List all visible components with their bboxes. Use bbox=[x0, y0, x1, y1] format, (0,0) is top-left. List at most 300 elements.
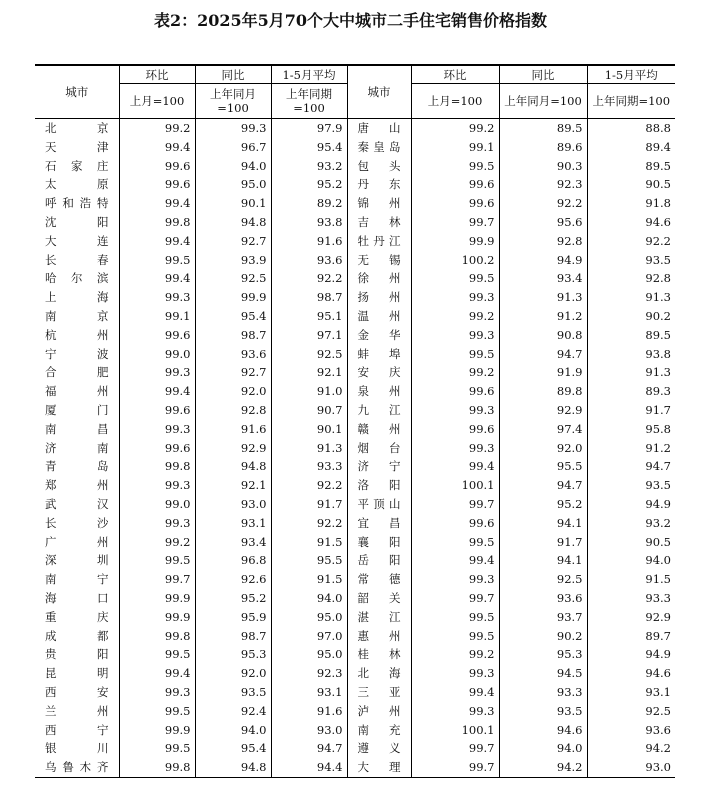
table-row bbox=[35, 664, 675, 683]
city-name: 宁波 bbox=[45, 346, 109, 361]
city-name: 乌鲁木齐 bbox=[45, 760, 109, 775]
city-name: 杭州 bbox=[45, 327, 109, 342]
city-cell-right bbox=[347, 439, 411, 458]
yoy-cell-right: 89.8 bbox=[499, 382, 587, 401]
mom-cell-left: 99.0 bbox=[119, 495, 195, 514]
avg-cell-right: 94.7 bbox=[587, 457, 675, 476]
city-name: 合肥 bbox=[45, 365, 109, 380]
avg-cell-left: 95.0 bbox=[271, 608, 347, 627]
yoy-cell-left: 94.8 bbox=[195, 457, 271, 476]
city-cell-right bbox=[347, 345, 411, 364]
city-cell-left bbox=[35, 251, 119, 270]
yoy-cell-left: 95.3 bbox=[195, 645, 271, 664]
city-cell-left bbox=[35, 269, 119, 288]
mom-cell-left: 99.6 bbox=[119, 175, 195, 194]
mom-cell-right: 99.3 bbox=[411, 439, 499, 458]
city-name: 济宁 bbox=[357, 459, 401, 474]
city-cell-right bbox=[347, 420, 411, 439]
mom-cell-right: 99.3 bbox=[411, 326, 499, 345]
city-name: 丹东 bbox=[357, 177, 401, 192]
city-cell-left bbox=[35, 589, 119, 608]
avg-cell-left: 93.1 bbox=[271, 683, 347, 702]
city-cell-left bbox=[35, 608, 119, 627]
table-row bbox=[35, 739, 675, 758]
city-name: 沈阳 bbox=[45, 214, 109, 229]
yoy-cell-left: 93.4 bbox=[195, 533, 271, 552]
city-cell-left bbox=[35, 758, 119, 777]
yoy-cell-left: 95.9 bbox=[195, 608, 271, 627]
table-row bbox=[35, 269, 675, 288]
mom-cell-left: 99.5 bbox=[119, 551, 195, 570]
city-name: 兰州 bbox=[45, 703, 109, 718]
city-name: 桂林 bbox=[357, 647, 401, 662]
city-name: 西安 bbox=[45, 684, 109, 699]
city-name: 常德 bbox=[357, 572, 401, 587]
avg-cell-right: 93.6 bbox=[587, 721, 675, 740]
mom-cell-left: 99.6 bbox=[119, 439, 195, 458]
avg-cell-left: 91.0 bbox=[271, 382, 347, 401]
city-name: 烟台 bbox=[357, 440, 401, 455]
city-name: 石家庄 bbox=[45, 158, 109, 173]
yoy-cell-left: 92.0 bbox=[195, 382, 271, 401]
city-cell-right bbox=[347, 382, 411, 401]
city-name: 唐山 bbox=[357, 121, 401, 135]
yoy-cell-left: 93.6 bbox=[195, 345, 271, 364]
city-name: 南宁 bbox=[45, 572, 109, 587]
city-name: 平顶山 bbox=[357, 496, 401, 511]
city-cell-left bbox=[35, 664, 119, 683]
yoy-cell-left: 92.7 bbox=[195, 232, 271, 251]
city-cell-right bbox=[347, 533, 411, 552]
city-cell-left bbox=[35, 702, 119, 721]
table-row bbox=[35, 401, 675, 420]
city-cell-right bbox=[347, 721, 411, 740]
city-name: 洛阳 bbox=[357, 478, 401, 493]
yoy-cell-left: 92.5 bbox=[195, 269, 271, 288]
yoy-cell-left: 95.4 bbox=[195, 739, 271, 758]
yoy-cell-right: 93.5 bbox=[499, 702, 587, 721]
city-name: 厦门 bbox=[45, 402, 109, 417]
mom-cell-right: 99.7 bbox=[411, 758, 499, 777]
avg-cell-left: 97.9 bbox=[271, 119, 347, 138]
header-yoy-sub-left: 上年同月=100 bbox=[195, 84, 271, 119]
city-cell-right bbox=[347, 269, 411, 288]
yoy-cell-left: 92.7 bbox=[195, 363, 271, 382]
city-name: 宜昌 bbox=[357, 515, 401, 530]
avg-cell-right: 93.1 bbox=[587, 683, 675, 702]
table-row bbox=[35, 138, 675, 157]
table-row bbox=[35, 533, 675, 552]
city-cell-right bbox=[347, 476, 411, 495]
avg-cell-left: 91.6 bbox=[271, 702, 347, 721]
city-name: 大理 bbox=[357, 760, 401, 775]
mom-cell-left: 99.6 bbox=[119, 326, 195, 345]
city-cell-left bbox=[35, 194, 119, 213]
yoy-cell-right: 94.2 bbox=[499, 758, 587, 777]
city-cell-left bbox=[35, 439, 119, 458]
table-row bbox=[35, 382, 675, 401]
city-name: 吉林 bbox=[357, 214, 401, 229]
yoy-cell-left: 92.0 bbox=[195, 664, 271, 683]
mom-cell-right: 99.2 bbox=[411, 307, 499, 326]
mom-cell-right: 99.5 bbox=[411, 627, 499, 646]
city-name: 扬州 bbox=[357, 290, 401, 305]
city-name: 西宁 bbox=[45, 722, 109, 737]
yoy-cell-left: 95.4 bbox=[195, 307, 271, 326]
yoy-cell-left: 94.8 bbox=[195, 758, 271, 777]
avg-cell-left: 92.1 bbox=[271, 363, 347, 382]
avg-cell-left: 94.4 bbox=[271, 758, 347, 777]
city-cell-left bbox=[35, 138, 119, 157]
city-cell-right bbox=[347, 138, 411, 157]
city-name: 三亚 bbox=[357, 684, 401, 699]
yoy-cell-left: 94.0 bbox=[195, 721, 271, 740]
avg-cell-right: 89.5 bbox=[587, 157, 675, 176]
header-yoy-sub-right: 上年同月=100 bbox=[499, 84, 587, 119]
mom-cell-left: 99.3 bbox=[119, 363, 195, 382]
yoy-cell-right: 95.6 bbox=[499, 213, 587, 232]
avg-cell-left: 92.3 bbox=[271, 664, 347, 683]
avg-cell-right: 93.2 bbox=[587, 514, 675, 533]
yoy-cell-right: 90.3 bbox=[499, 157, 587, 176]
city-name: 贵阳 bbox=[45, 647, 109, 662]
city-cell-left bbox=[35, 570, 119, 589]
city-cell-right bbox=[347, 363, 411, 382]
city-name: 银川 bbox=[45, 741, 109, 756]
city-cell-left bbox=[35, 551, 119, 570]
table-row bbox=[35, 420, 675, 439]
avg-cell-right: 89.3 bbox=[587, 382, 675, 401]
mom-cell-left: 99.4 bbox=[119, 382, 195, 401]
table-body bbox=[35, 119, 675, 778]
city-name: 九江 bbox=[357, 402, 401, 417]
mom-cell-right: 99.3 bbox=[411, 702, 499, 721]
avg-cell-right: 92.8 bbox=[587, 269, 675, 288]
header-avg-sub-left: 上年同期=100 bbox=[271, 84, 347, 119]
yoy-cell-right: 90.8 bbox=[499, 326, 587, 345]
avg-cell-right: 93.8 bbox=[587, 345, 675, 364]
city-cell-right bbox=[347, 194, 411, 213]
yoy-cell-right: 94.1 bbox=[499, 514, 587, 533]
city-name: 太原 bbox=[45, 177, 109, 192]
mom-cell-left: 99.3 bbox=[119, 476, 195, 495]
mom-cell-left: 99.3 bbox=[119, 420, 195, 439]
city-cell-left bbox=[35, 401, 119, 420]
table-row bbox=[35, 758, 675, 777]
city-name: 秦皇岛 bbox=[357, 139, 401, 154]
city-name: 南充 bbox=[357, 722, 401, 737]
table-row bbox=[35, 288, 675, 307]
yoy-cell-right: 91.2 bbox=[499, 307, 587, 326]
yoy-cell-left: 96.8 bbox=[195, 551, 271, 570]
city-name: 北海 bbox=[357, 666, 401, 681]
city-name: 惠州 bbox=[357, 628, 401, 643]
table-row bbox=[35, 570, 675, 589]
yoy-cell-left: 94.0 bbox=[195, 157, 271, 176]
table-row bbox=[35, 194, 675, 213]
city-name: 深圳 bbox=[45, 553, 109, 568]
table-row bbox=[35, 157, 675, 176]
city-name: 北京 bbox=[45, 121, 109, 135]
city-cell-left bbox=[35, 739, 119, 758]
yoy-cell-left: 93.5 bbox=[195, 683, 271, 702]
yoy-cell-left: 92.4 bbox=[195, 702, 271, 721]
header-avg-sub-right: 上年同期=100 bbox=[587, 84, 675, 119]
mom-cell-right: 99.4 bbox=[411, 457, 499, 476]
yoy-cell-right: 94.7 bbox=[499, 476, 587, 495]
city-name: 湛江 bbox=[357, 609, 401, 624]
avg-cell-left: 95.2 bbox=[271, 175, 347, 194]
header-yoy-right: 同比 bbox=[499, 65, 587, 84]
price-index-table bbox=[35, 64, 675, 778]
yoy-cell-left: 99.9 bbox=[195, 288, 271, 307]
city-cell-right bbox=[347, 739, 411, 758]
yoy-cell-right: 92.2 bbox=[499, 194, 587, 213]
table-row bbox=[35, 589, 675, 608]
mom-cell-left: 99.4 bbox=[119, 138, 195, 157]
avg-cell-left: 94.0 bbox=[271, 589, 347, 608]
table-row bbox=[35, 683, 675, 702]
city-cell-left bbox=[35, 345, 119, 364]
mom-cell-right: 99.3 bbox=[411, 401, 499, 420]
city-name: 岳阳 bbox=[357, 553, 401, 568]
city-cell-left bbox=[35, 157, 119, 176]
mom-cell-left: 99.7 bbox=[119, 570, 195, 589]
yoy-cell-right: 94.1 bbox=[499, 551, 587, 570]
avg-cell-right: 89.7 bbox=[587, 627, 675, 646]
yoy-cell-right: 90.2 bbox=[499, 627, 587, 646]
mom-cell-right: 99.5 bbox=[411, 608, 499, 627]
city-name: 济南 bbox=[45, 440, 109, 455]
table-row bbox=[35, 119, 675, 138]
mom-cell-left: 99.9 bbox=[119, 589, 195, 608]
yoy-cell-left: 92.1 bbox=[195, 476, 271, 495]
yoy-cell-right: 92.0 bbox=[499, 439, 587, 458]
mom-cell-left: 99.2 bbox=[119, 533, 195, 552]
yoy-cell-left: 94.8 bbox=[195, 213, 271, 232]
avg-cell-left: 95.0 bbox=[271, 645, 347, 664]
avg-cell-right: 90.5 bbox=[587, 175, 675, 194]
city-cell-right bbox=[347, 664, 411, 683]
mom-cell-right: 99.4 bbox=[411, 551, 499, 570]
mom-cell-right: 99.7 bbox=[411, 739, 499, 758]
yoy-cell-right: 91.3 bbox=[499, 288, 587, 307]
header-city-left: 城市 bbox=[35, 65, 119, 119]
city-cell-right bbox=[347, 589, 411, 608]
yoy-cell-left: 93.9 bbox=[195, 251, 271, 270]
yoy-cell-left: 93.1 bbox=[195, 514, 271, 533]
yoy-cell-right: 94.5 bbox=[499, 664, 587, 683]
page-title: 表2：2025年5月70个大中城市二手住宅销售价格指数 bbox=[153, 11, 548, 30]
table-row bbox=[35, 307, 675, 326]
mom-cell-right: 99.6 bbox=[411, 382, 499, 401]
mom-cell-left: 99.5 bbox=[119, 251, 195, 270]
mom-cell-right: 99.2 bbox=[411, 363, 499, 382]
mom-cell-left: 99.5 bbox=[119, 702, 195, 721]
city-cell-right bbox=[347, 702, 411, 721]
table-row bbox=[35, 457, 675, 476]
avg-cell-right: 92.2 bbox=[587, 232, 675, 251]
city-cell-right bbox=[347, 401, 411, 420]
city-cell-right bbox=[347, 551, 411, 570]
mom-cell-right: 99.2 bbox=[411, 119, 499, 138]
mom-cell-right: 99.5 bbox=[411, 345, 499, 364]
city-cell-left bbox=[35, 119, 119, 138]
city-cell-left bbox=[35, 363, 119, 382]
avg-cell-left: 93.2 bbox=[271, 157, 347, 176]
mom-cell-right: 99.6 bbox=[411, 514, 499, 533]
yoy-cell-left: 92.9 bbox=[195, 439, 271, 458]
city-name: 泸州 bbox=[357, 703, 401, 718]
city-cell-left bbox=[35, 232, 119, 251]
city-cell-left bbox=[35, 627, 119, 646]
header-yoy-left: 同比 bbox=[195, 65, 271, 84]
yoy-cell-right: 92.9 bbox=[499, 401, 587, 420]
avg-cell-left: 91.7 bbox=[271, 495, 347, 514]
city-name: 安庆 bbox=[357, 365, 401, 380]
avg-cell-left: 92.2 bbox=[271, 476, 347, 495]
mom-cell-right: 99.3 bbox=[411, 288, 499, 307]
yoy-cell-left: 98.7 bbox=[195, 326, 271, 345]
mom-cell-left: 99.1 bbox=[119, 307, 195, 326]
yoy-cell-left: 91.6 bbox=[195, 420, 271, 439]
mom-cell-left: 99.8 bbox=[119, 457, 195, 476]
yoy-cell-right: 93.6 bbox=[499, 589, 587, 608]
avg-cell-right: 94.2 bbox=[587, 739, 675, 758]
table-row bbox=[35, 232, 675, 251]
city-cell-left bbox=[35, 683, 119, 702]
city-name: 韶关 bbox=[357, 590, 401, 605]
city-name: 海口 bbox=[45, 590, 109, 605]
mom-cell-left: 99.8 bbox=[119, 758, 195, 777]
mom-cell-left: 99.0 bbox=[119, 345, 195, 364]
avg-cell-right: 91.8 bbox=[587, 194, 675, 213]
avg-cell-right: 93.5 bbox=[587, 251, 675, 270]
mom-cell-left: 99.6 bbox=[119, 401, 195, 420]
city-cell-left bbox=[35, 495, 119, 514]
yoy-cell-right: 94.9 bbox=[499, 251, 587, 270]
city-name: 上海 bbox=[45, 290, 109, 305]
avg-cell-left: 89.2 bbox=[271, 194, 347, 213]
avg-cell-right: 89.5 bbox=[587, 326, 675, 345]
city-name: 大连 bbox=[45, 233, 109, 248]
header-city-right: 城市 bbox=[347, 65, 411, 119]
avg-cell-right: 92.9 bbox=[587, 608, 675, 627]
avg-cell-right: 94.6 bbox=[587, 213, 675, 232]
avg-cell-right: 91.3 bbox=[587, 363, 675, 382]
yoy-cell-right: 91.7 bbox=[499, 533, 587, 552]
mom-cell-left: 99.9 bbox=[119, 721, 195, 740]
mom-cell-left: 99.9 bbox=[119, 608, 195, 627]
city-cell-left bbox=[35, 420, 119, 439]
avg-cell-left: 90.1 bbox=[271, 420, 347, 439]
city-name: 蚌埠 bbox=[357, 346, 401, 361]
mom-cell-right: 99.5 bbox=[411, 157, 499, 176]
avg-cell-right: 91.2 bbox=[587, 439, 675, 458]
avg-cell-right: 93.0 bbox=[587, 758, 675, 777]
city-name: 福州 bbox=[45, 384, 109, 399]
table-row bbox=[35, 439, 675, 458]
city-cell-right bbox=[347, 213, 411, 232]
city-name: 哈尔滨 bbox=[45, 271, 109, 286]
table-row bbox=[35, 175, 675, 194]
yoy-cell-right: 89.5 bbox=[499, 119, 587, 138]
city-cell-right bbox=[347, 326, 411, 345]
city-name: 昆明 bbox=[45, 666, 109, 681]
yoy-cell-right: 93.3 bbox=[499, 683, 587, 702]
header-avg-left: 1-5月平均 bbox=[271, 65, 347, 84]
mom-cell-right: 99.6 bbox=[411, 420, 499, 439]
city-cell-right bbox=[347, 683, 411, 702]
avg-cell-left: 95.1 bbox=[271, 307, 347, 326]
city-name: 南昌 bbox=[45, 421, 109, 436]
yoy-cell-right: 91.9 bbox=[499, 363, 587, 382]
header-mom-sub-right: 上月=100 bbox=[411, 84, 499, 119]
city-name: 广州 bbox=[45, 534, 109, 549]
header-mom-sub-left: 上月=100 bbox=[119, 84, 195, 119]
mom-cell-left: 99.4 bbox=[119, 194, 195, 213]
mom-cell-right: 99.9 bbox=[411, 232, 499, 251]
city-cell-left bbox=[35, 213, 119, 232]
mom-cell-left: 99.3 bbox=[119, 288, 195, 307]
table-header bbox=[35, 65, 675, 119]
mom-cell-right: 99.2 bbox=[411, 645, 499, 664]
table-row bbox=[35, 345, 675, 364]
city-cell-right bbox=[347, 307, 411, 326]
table-row bbox=[35, 363, 675, 382]
table-row bbox=[35, 213, 675, 232]
mom-cell-right: 100.2 bbox=[411, 251, 499, 270]
mom-cell-left: 99.4 bbox=[119, 664, 195, 683]
mom-cell-left: 99.3 bbox=[119, 514, 195, 533]
city-cell-right bbox=[347, 457, 411, 476]
city-name: 长沙 bbox=[45, 515, 109, 530]
mom-cell-right: 99.5 bbox=[411, 533, 499, 552]
mom-cell-left: 99.5 bbox=[119, 645, 195, 664]
city-cell-left bbox=[35, 382, 119, 401]
yoy-cell-right: 93.4 bbox=[499, 269, 587, 288]
mom-cell-right: 99.4 bbox=[411, 683, 499, 702]
table-row bbox=[35, 251, 675, 270]
avg-cell-right: 93.3 bbox=[587, 589, 675, 608]
avg-cell-right: 95.8 bbox=[587, 420, 675, 439]
yoy-cell-left: 92.8 bbox=[195, 401, 271, 420]
yoy-cell-right: 93.7 bbox=[499, 608, 587, 627]
avg-cell-right: 91.5 bbox=[587, 570, 675, 589]
city-cell-left bbox=[35, 514, 119, 533]
city-name: 天津 bbox=[45, 139, 109, 154]
avg-cell-left: 93.6 bbox=[271, 251, 347, 270]
avg-cell-right: 94.6 bbox=[587, 664, 675, 683]
yoy-cell-right: 92.3 bbox=[499, 175, 587, 194]
city-cell-left bbox=[35, 476, 119, 495]
mom-cell-right: 99.3 bbox=[411, 664, 499, 683]
city-cell-right bbox=[347, 570, 411, 589]
avg-cell-left: 91.6 bbox=[271, 232, 347, 251]
mom-cell-left: 99.3 bbox=[119, 683, 195, 702]
city-cell-right bbox=[347, 608, 411, 627]
avg-cell-right: 90.5 bbox=[587, 533, 675, 552]
table-row bbox=[35, 721, 675, 740]
city-name: 温州 bbox=[357, 308, 401, 323]
mom-cell-right: 99.7 bbox=[411, 589, 499, 608]
yoy-cell-right: 89.6 bbox=[499, 138, 587, 157]
mom-cell-right: 100.1 bbox=[411, 476, 499, 495]
city-cell-right bbox=[347, 288, 411, 307]
city-cell-right bbox=[347, 627, 411, 646]
city-cell-right bbox=[347, 175, 411, 194]
yoy-cell-left: 96.7 bbox=[195, 138, 271, 157]
